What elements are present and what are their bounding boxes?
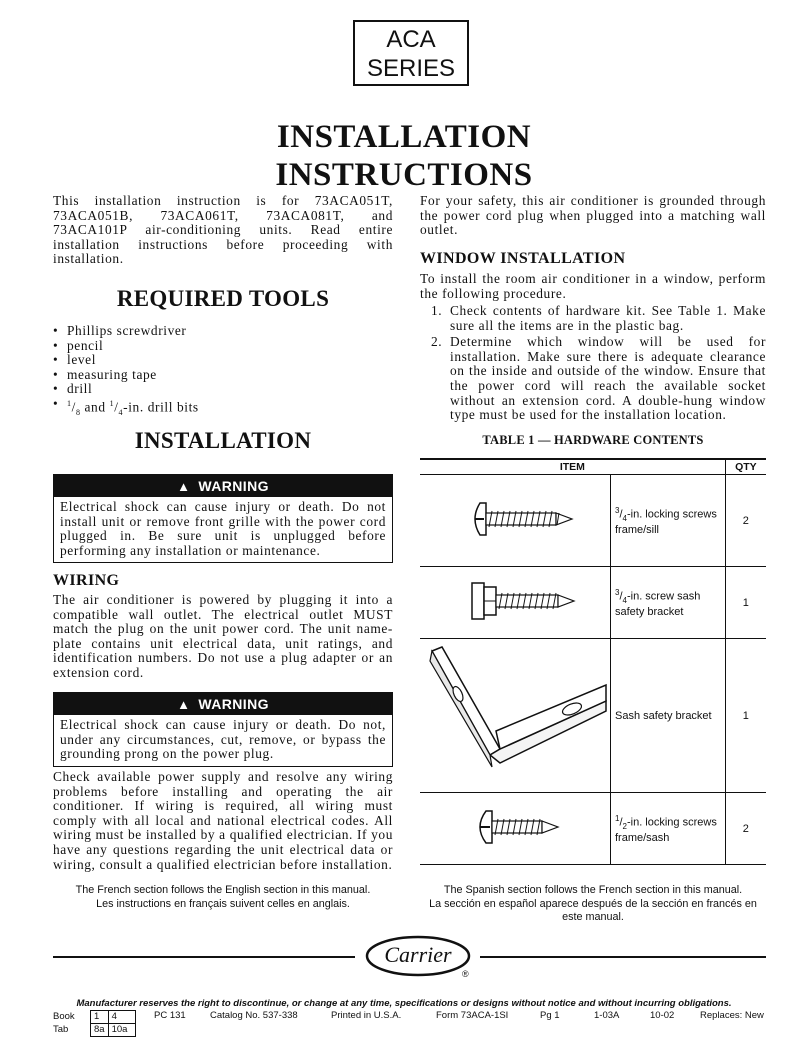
screw-image xyxy=(420,793,611,865)
table-row xyxy=(420,793,766,865)
intro-paragraph: This installation instruction is for 73ACA051T, 73ACA051B, 73ACA061T, 73ACA081T, and 73ACA101P air-conditioning units. Read entire installation instructions before proceeding with installation. xyxy=(53,193,393,267)
warning-text: Electrical shock can cause injury or death. Do not install unit or remove front grille with the power cord plugged in. Be sure unit is unplugged before performing any installation or maintenance. xyxy=(60,499,386,558)
book-cell: 1 xyxy=(91,1011,109,1024)
tab-label: Tab xyxy=(53,1024,91,1037)
page-title xyxy=(0,118,808,194)
title-line1: INSTALLATION xyxy=(276,119,532,155)
item-description: Sash safety bracket xyxy=(611,639,726,793)
required-tools-heading: REQUIRED TOOLS xyxy=(116,286,330,311)
short-screw-icon xyxy=(420,793,610,861)
tool-item: • Phillips screwdriver xyxy=(53,324,393,339)
tools-list xyxy=(53,324,393,421)
tool-item: • pencil xyxy=(53,339,393,354)
tab-cell: 8a xyxy=(91,1024,109,1037)
registered-mark: ® xyxy=(462,969,469,979)
form-number: Form 73ACA-1SI xyxy=(436,1010,509,1021)
printed-in: Printed in U.S.A. xyxy=(331,1010,402,1021)
item-qty: 2 xyxy=(725,793,766,865)
steps-list xyxy=(420,304,766,425)
replaces: Replaces: New xyxy=(700,1010,764,1021)
table-row xyxy=(420,639,766,793)
warning-header: ▲ WARNING xyxy=(54,475,392,497)
table-row xyxy=(420,475,766,567)
warning-box-2 xyxy=(53,692,393,767)
warning-icon: ▲ xyxy=(177,697,191,712)
tab-cell: 10a xyxy=(108,1024,135,1037)
tool-item: • drill xyxy=(53,382,393,397)
item-description: $^3/_4-in$. locking screws frame/sill xyxy=(611,475,726,567)
window-installation-heading: WINDOW INSTALLATION xyxy=(420,250,626,267)
step-item: 2. Determine which window will be used for installation. Make sure there is adequate clearance on the inside and outside of the window. Ensure that the power cord will reach the available socket without an extension cord. A double-hung window type must be used for the installation location. xyxy=(431,334,766,423)
book-tab-table xyxy=(53,1010,136,1037)
item-qty: 1 xyxy=(725,567,766,639)
screw-image xyxy=(420,567,611,639)
sash-bracket-icon xyxy=(420,639,610,789)
col-header-qty: QTY xyxy=(725,459,766,475)
warning-box-1 xyxy=(53,474,393,563)
date-code-1: 1-03A xyxy=(594,1010,620,1021)
tool-item: • measuring tape xyxy=(53,368,393,383)
step-item: 1. Check contents of hardware kit. See Table 1. Make sure all the items are in the plastic bag. xyxy=(431,303,766,333)
warning-header: ▲ WARNING xyxy=(54,693,392,715)
series-line2: SERIES xyxy=(366,55,456,82)
tool-item-drill-bits: • $^1/_8$ and $^1/_4-in$. drill bits xyxy=(53,397,393,421)
pc-code: PC 131 xyxy=(154,1010,186,1021)
installation-heading: INSTALLATION xyxy=(134,428,312,453)
divider-right xyxy=(480,956,766,958)
locking-screw-icon xyxy=(420,475,610,563)
book-cell: 4 xyxy=(108,1011,135,1024)
carrier-logo xyxy=(364,935,472,979)
logo-text: Carrier xyxy=(384,942,452,967)
book-label: Book xyxy=(53,1011,91,1024)
tool-item: • level xyxy=(53,353,393,368)
series-line1: ACA xyxy=(386,26,436,53)
language-note-left: The French section follows the English section in this manual. Les instructions en français suivent celles en anglais. xyxy=(75,884,371,910)
hardware-table xyxy=(420,458,766,865)
date-code-2: 10-02 xyxy=(650,1010,675,1021)
power-supply-paragraph: Check available power supply and resolve any wiring problems before installing and operating the air conditioner. If wiring is required, all wiring must comply with all local and national electrical codes. All wiring must be installed by a qualified electrician. If you have any questions regarding the unit electrical data or wiring, consult a qualified electrician before installation. xyxy=(53,769,393,872)
item-description: $^3/_4-in$. screw sash safety bracket xyxy=(611,567,726,639)
series-box xyxy=(353,20,469,86)
disclaimer: Manufacturer reserves the right to discontinue, or change at any time, specifications or designs without notice and without incurring obligations. xyxy=(76,998,732,1009)
bracket-image xyxy=(420,639,611,793)
catalog-number: Catalog No. 537-338 xyxy=(210,1010,298,1021)
screw-image xyxy=(420,475,611,567)
warning-text: Electrical shock can cause injury or death. Do not, under any circumstances, cut, remove, or bypass the grounding prong on the power plug. xyxy=(60,717,386,762)
hex-screw-icon xyxy=(420,567,610,635)
table-row xyxy=(420,567,766,639)
title-line2: INSTRUCTIONS xyxy=(275,157,533,193)
window-intro: To install the room air conditioner in a window, perform the following procedure. xyxy=(420,271,766,301)
wiring-paragraph: The air conditioner is powered by plugging it into a compatible wall outlet. The electrical outlet MUST match the plug on the unit power cord. The unit name-plate contains unit electrical data, unit ratings, and identification numbers. Do not use a plug adapter or an extension cord. xyxy=(53,592,393,680)
table-title: TABLE 1 — HARDWARE CONTENTS xyxy=(482,433,704,447)
wiring-heading: WIRING xyxy=(53,572,120,589)
item-qty: 1 xyxy=(725,639,766,793)
item-description: $^1/_2-in$. locking screws frame/sash xyxy=(611,793,726,865)
page-number: Pg 1 xyxy=(540,1010,560,1021)
language-note-right: The Spanish section follows the French section in this manual. La sección en español aparece después de la sección en francés en este manual. xyxy=(429,884,757,923)
warning-icon: ▲ xyxy=(177,479,191,494)
divider-left xyxy=(53,956,355,958)
item-qty: 2 xyxy=(725,475,766,567)
safety-paragraph: For your safety, this air conditioner is grounded through the power cord plug when plugged into a matching wall outlet. xyxy=(420,193,766,238)
col-header-item: ITEM xyxy=(420,459,725,475)
